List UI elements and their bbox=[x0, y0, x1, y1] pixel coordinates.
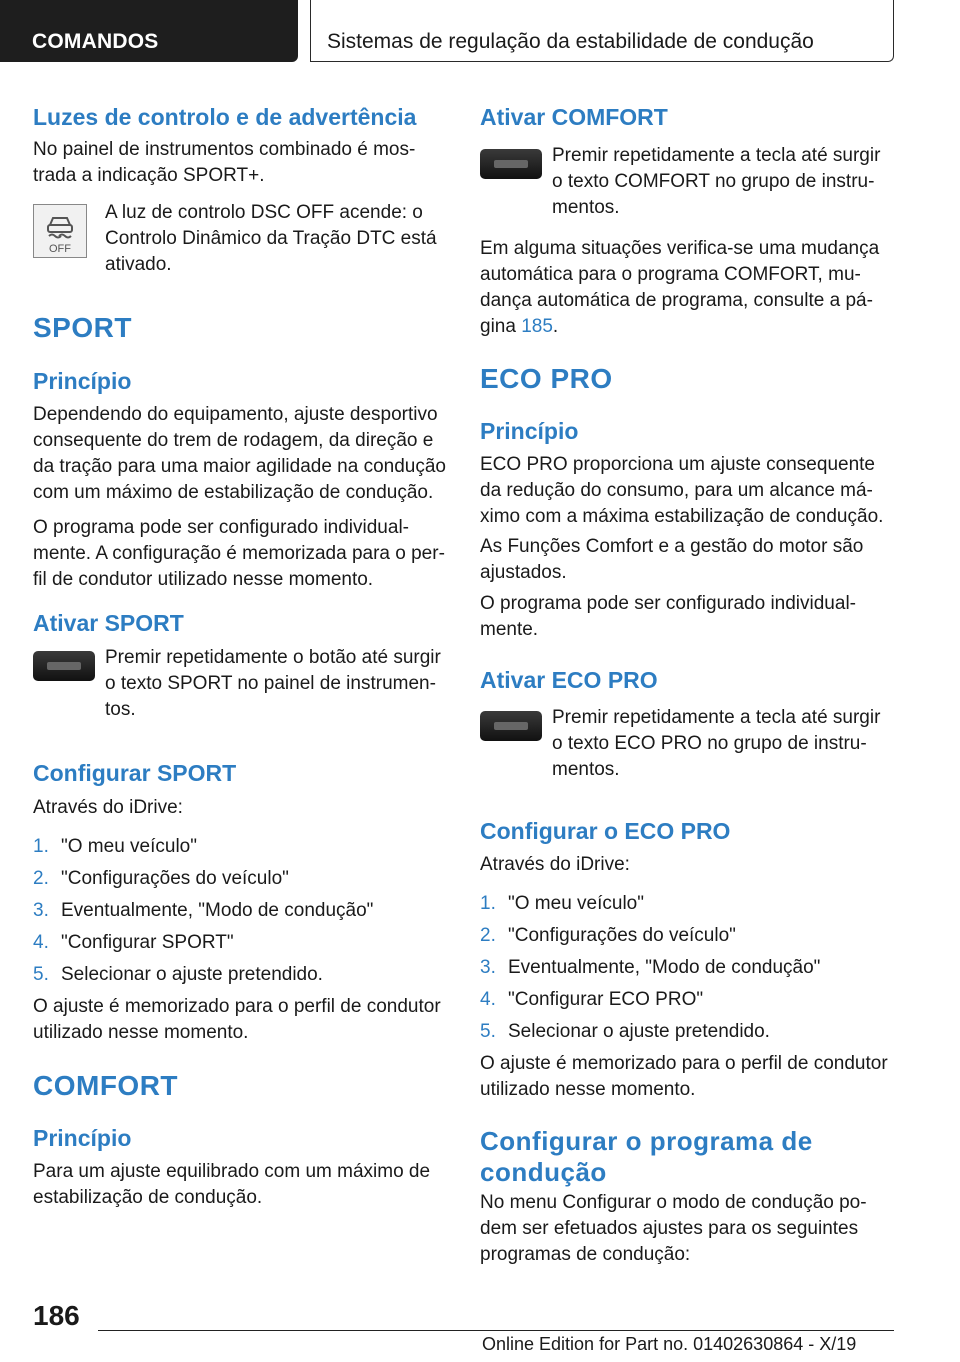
paragraph-sport-1: Dependendo do equipamento, ajuste desportivo consequente do trem de rodagem, da direção e da tração para uma maior agilidade na condução com um máximo de estabilização de condução. bbox=[33, 404, 446, 503]
list-item: 2. "Configurações do veículo" bbox=[480, 925, 736, 946]
heading-config-sport: Configurar SPORT bbox=[33, 760, 237, 786]
paragraph-eco-3: O programa pode ser configurado individual-mente. bbox=[480, 593, 856, 640]
page-number: 186 bbox=[33, 1300, 80, 1331]
heading-ativar-comfort: Ativar COMFORT bbox=[480, 104, 668, 130]
steps-sport bbox=[33, 831, 451, 991]
heading-config-program: Configurar o programa de condução bbox=[480, 1126, 813, 1187]
heading-sport: SPORT bbox=[33, 312, 132, 343]
list-item: 4. "Configurar ECO PRO" bbox=[480, 989, 704, 1010]
list-item: 5. Selecionar o ajuste pretendido. bbox=[480, 1021, 770, 1042]
chapter-header bbox=[310, 0, 894, 62]
paragraph-warning: No painel de instrumentos combinado é mos-trada a indicação SPORT+. bbox=[33, 139, 416, 186]
heading-ativar-eco: Ativar ECO PRO bbox=[480, 667, 658, 693]
ativar-eco-note bbox=[480, 705, 894, 783]
list-item: 1. "O meu veículo" bbox=[480, 893, 644, 914]
heading-warning-lights: Luzes de controlo e de advertência bbox=[33, 104, 417, 130]
paragraph-memo-eco: O ajuste é memorizado para o perfil de condutor utilizado nesse momento. bbox=[480, 1053, 888, 1100]
section-tab bbox=[0, 0, 298, 62]
list-item: 5. Selecionar o ajuste pretendido. bbox=[33, 964, 323, 985]
steps-eco bbox=[480, 888, 894, 1048]
driving-mode-button-icon bbox=[480, 711, 542, 741]
heading-comfort: COMFORT bbox=[33, 1070, 179, 1101]
list-item: 3. Eventualmente, "Modo de condução" bbox=[33, 900, 374, 921]
driving-mode-button-icon bbox=[480, 149, 542, 179]
dsc-off-icon bbox=[33, 204, 87, 258]
footer-edition: Online Edition for Part no. 01402630864 - X/19 bbox=[482, 1334, 857, 1354]
paragraph-dsc: A luz de controlo DSC OFF acende: o Controlo Dinâmico da Tração DTC está ativado. bbox=[105, 202, 437, 275]
chapter-title: Sistemas de regulação da estabilidade de condução bbox=[327, 30, 814, 53]
paragraph-memo-sport: O ajuste é memorizado para o perfil de condutor utilizado nesse momento. bbox=[33, 996, 441, 1043]
page-link[interactable]: 185 bbox=[521, 316, 553, 337]
dsc-icon-label: OFF bbox=[49, 243, 71, 255]
list-item: 1. "O meu veículo" bbox=[33, 836, 197, 857]
paragraph-ativar-comfort: Premir repetidamente a tecla até surgir o texto COMFORT no grupo de instru-mentos. bbox=[552, 145, 881, 218]
ativar-comfort-note bbox=[480, 143, 894, 221]
heading-ativar-sport: Ativar SPORT bbox=[33, 610, 184, 636]
heading-config-eco: Configurar o ECO PRO bbox=[480, 818, 731, 844]
paragraph-idrive-sport: Através do iDrive: bbox=[33, 797, 183, 818]
paragraph-auto-change: Em alguma situações verifica-se uma mudança automática para o programa COMFORT, mu-dança automática de programa, consulte a pá-gina 185. bbox=[480, 238, 880, 337]
paragraph-ativar-eco: Premir repetidamente a tecla até surgir o texto ECO PRO no grupo de instru-mentos. bbox=[552, 707, 881, 780]
heading-principio-eco: Princípio bbox=[480, 418, 579, 444]
paragraph-ativar-sport: Premir repetidamente o botão até surgir o texto SPORT no painel de instrumen-tos. bbox=[105, 647, 441, 720]
footer-divider bbox=[98, 1330, 894, 1331]
paragraph-comfort: Para um ajuste equilibrado com um máximo de estabilização de condução. bbox=[33, 1161, 431, 1208]
heading-principio-comfort: Princípio bbox=[33, 1125, 132, 1151]
paragraph-eco-2: As Funções Comfort e a gestão do motor são ajustados. bbox=[480, 536, 864, 583]
dsc-note bbox=[33, 200, 451, 278]
list-item: 2. "Configurações do veículo" bbox=[33, 868, 289, 889]
paragraph-sport-2: O programa pode ser configurado individual-mente. A configuração é memorizada para o per-fil de condutor utilizado nesse momento. bbox=[33, 517, 445, 590]
driving-mode-button-icon bbox=[33, 651, 95, 681]
list-item: 4. "Configurar SPORT" bbox=[33, 932, 234, 953]
heading-principio-sport: Princípio bbox=[33, 368, 132, 394]
paragraph-eco-1: ECO PRO proporciona um ajuste consequente da redução do consumo, para um alcance má-ximo com a máxima estabilização de condução. bbox=[480, 454, 884, 527]
paragraph-config-program: No menu Configurar o modo de condução po-dem ser efetuados ajustes para os seguintes programas de condução: bbox=[480, 1192, 867, 1265]
heading-eco-pro: ECO PRO bbox=[480, 363, 613, 394]
ativar-sport-note bbox=[33, 645, 451, 723]
paragraph-idrive-eco: Através do iDrive: bbox=[480, 854, 630, 875]
list-item: 3. Eventualmente, "Modo de condução" bbox=[480, 957, 821, 978]
section-title: COMANDOS bbox=[32, 30, 159, 53]
